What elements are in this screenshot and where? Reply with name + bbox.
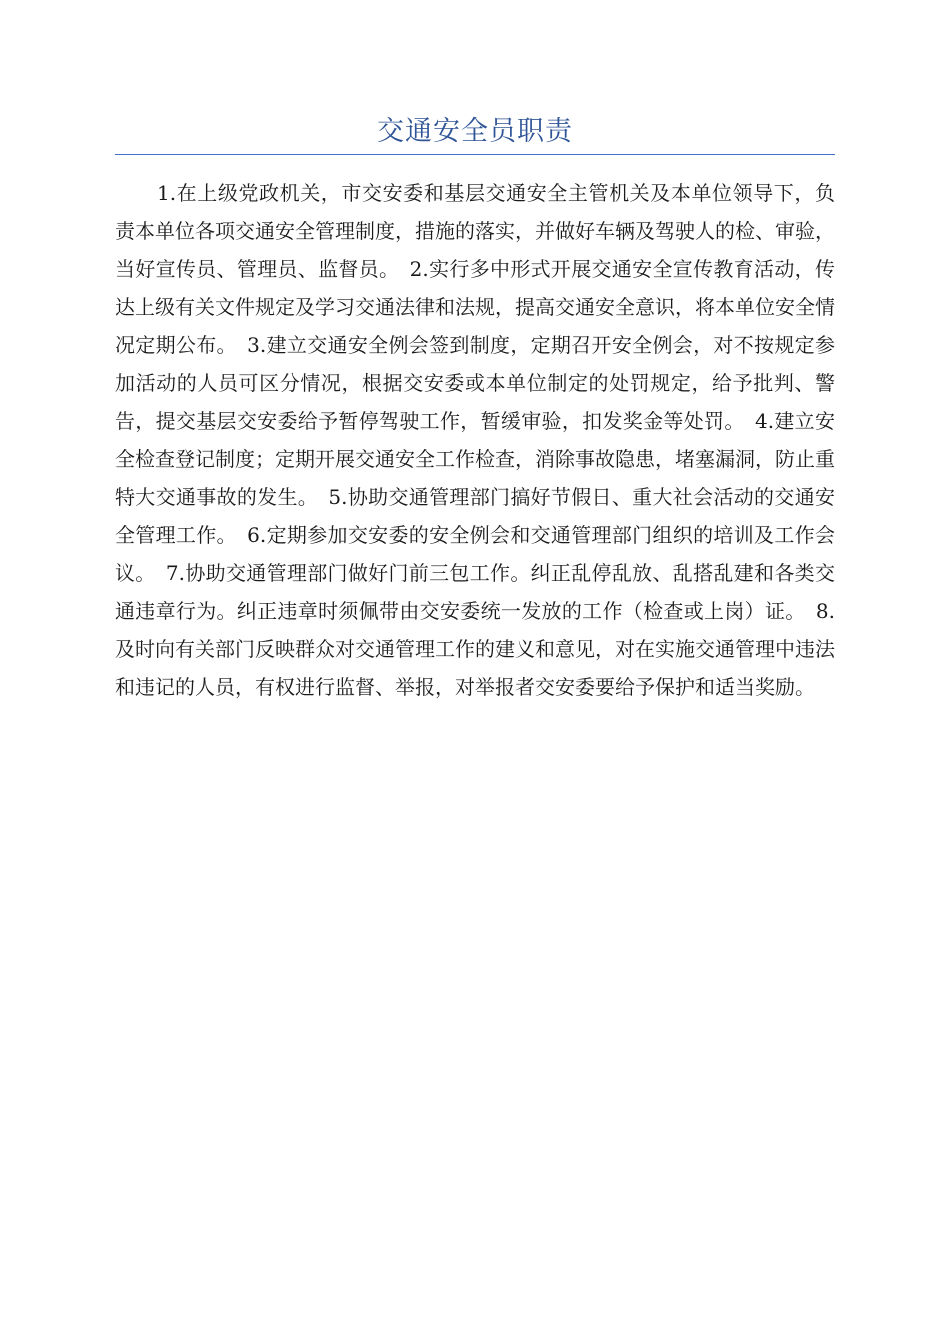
document-body: 1.在上级党政机关，市交安委和基层交通安全主管机关及本单位领导下，负责本单位各项交通安全管理制度，措施的落实，并做好车辆及驾驶人的检、审验，当好宣传员、管理员、监督员。 2.实行多中形式开展交通安全宣传教育活动，传达上级有关文件规定及学习交通法律和法规，提高交通安全意识，将本单位安全情况定期公布。 3.建立交通安全例会签到制度，定期召开安全例会，对不按规定参加活动的人员可区分情况，根据交安委或本单位制定的处罚规定，给予批判、警告，提交基层交安委给予暂停驾驶工作，暂缓审验，扣发奖金等处罚。 4.建立安全检查登记制度；定期开展交通安全工作检查，消除事故隐患，堵塞漏洞，防止重特大交通事故的发生。 5.协助交通管理部门搞好节假日、重大社会活动的交通安全管理工作。 6.定期参加交安委的安全例会和交通管理部门组织的培训及工作会议。 7.协助交通管理部门做好门前三包工作。纠正乱停乱放、乱搭乱建和各类交通违章行为。纠正违章时须佩带由交安委统一发放的工作（检查或上岗）证。 8.及时向有关部门反映群众对交通管理工作的建义和意见，对在实施交通管理中违法和违记的人员，有权进行监督、举报，对举报者交安委要给予保护和适当奖励。	[115, 181, 835, 699]
title-underline	[115, 154, 835, 155]
document-title: 交通安全员职责	[377, 116, 573, 147]
